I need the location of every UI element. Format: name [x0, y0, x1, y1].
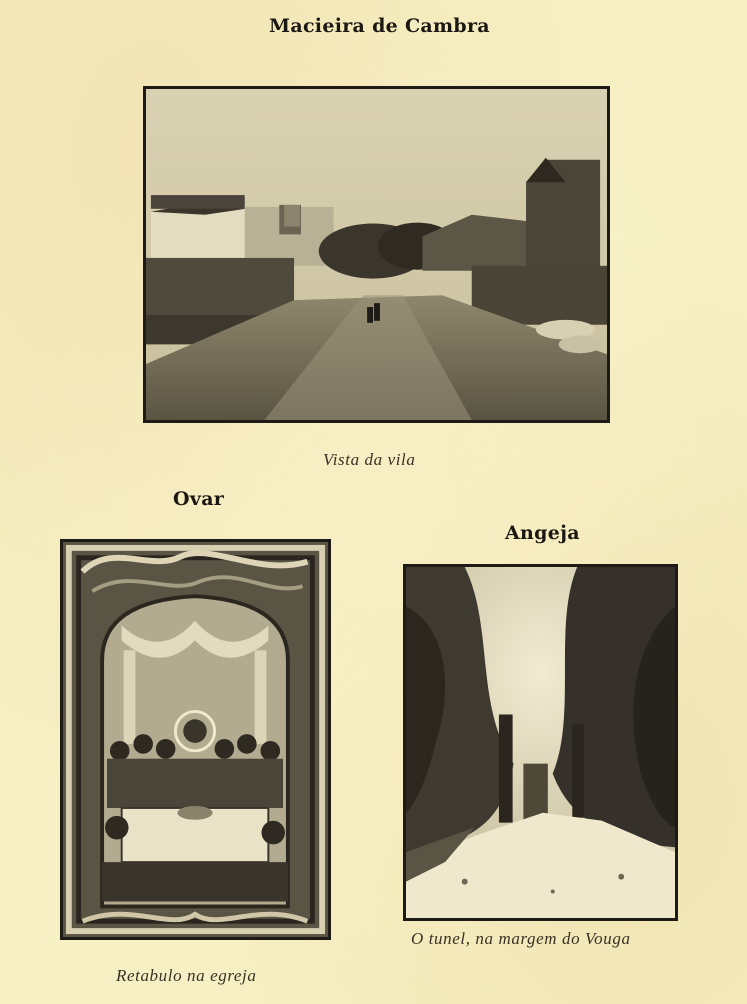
- caption-tree-tunnel: O tunel, na margem do Vouga: [411, 929, 631, 948]
- caption-village-view: Vista da vila: [323, 450, 416, 469]
- caption-altarpiece: Retabulo na egreja: [116, 966, 257, 985]
- photo-tree-tunnel: [403, 564, 678, 921]
- village-view-image: [146, 89, 607, 420]
- photo-altarpiece: [60, 539, 331, 940]
- section-title-macieira: Macieira de Cambra: [269, 15, 490, 37]
- altarpiece-image: [63, 542, 328, 937]
- tree-tunnel-image: [406, 567, 675, 918]
- section-title-ovar: Ovar: [173, 488, 225, 510]
- section-title-angeja: Angeja: [505, 522, 580, 544]
- photo-village-view: [143, 86, 610, 423]
